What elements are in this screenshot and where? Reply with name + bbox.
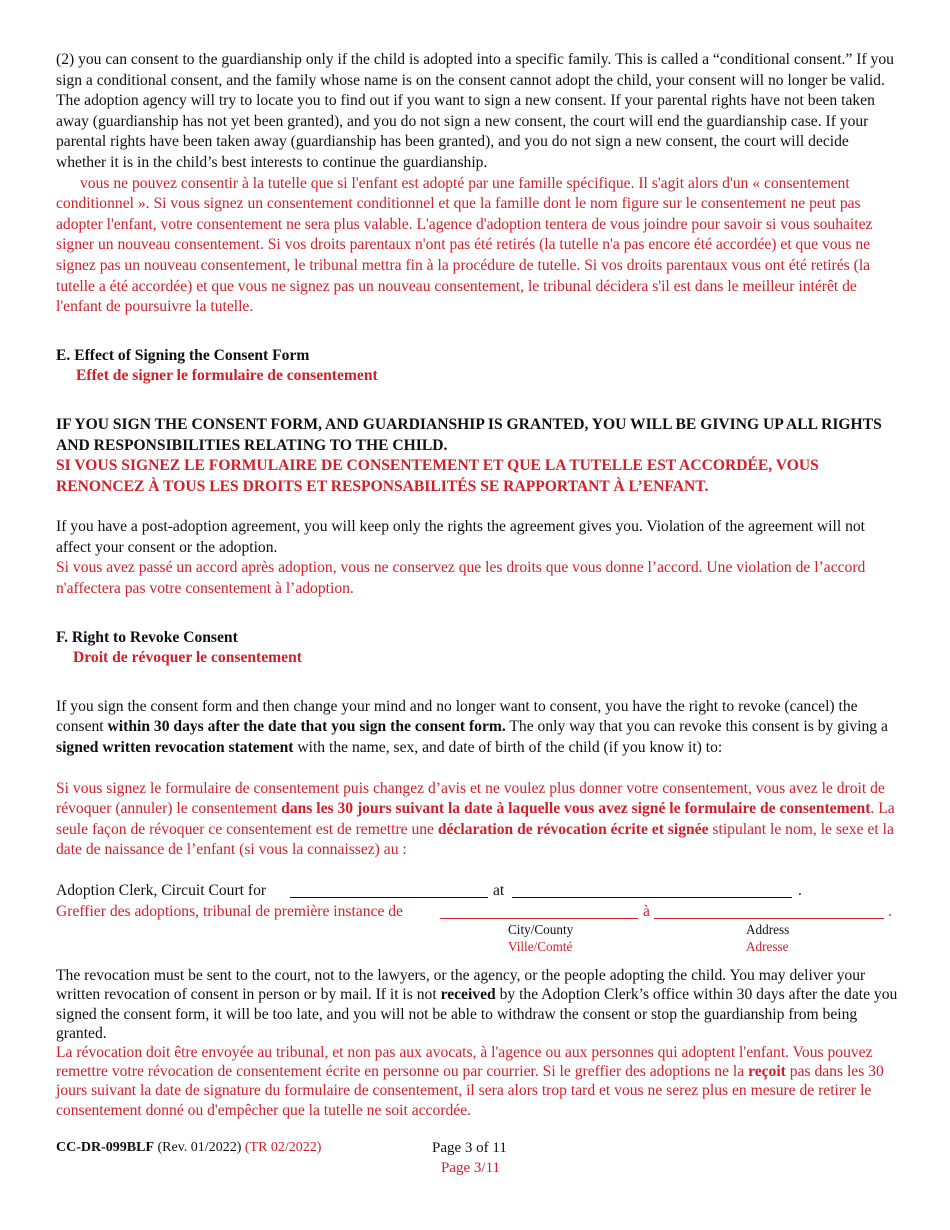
clerk-label-en: Adoption Clerk, Circuit Court for [56, 882, 267, 899]
revocation-delivery-en: The revocation must be sent to the court, not to the lawyers, or the agency, or the people adopting the child. You may deliver your written revocation of consent in person or by mail. If it is not received by the Adoption Clerk’s office within 30 days after the date you signed the consent form, it will be too late, and you will not be able to withdraw the consent or stop the guardianship from being granted. [56, 967, 898, 1042]
clerk-line-fr: Greffier des adoptions, tribunal de première instance de à . [56, 902, 898, 923]
intro-paragraph-fr: vous ne pouvez consentir à la tutelle que si l'enfant est adopté par une famille spécifique. Il s'agit alors d'un « consentement conditionnel ». Si vous signez un consentement conditionnel et que la famille dont le nom figure sur le consentement ne peut pas adopter l'enfant, votre consentement ne sera plus valable. L'agence d'adoption tentera de vous joindre pour savoir si vous souhaitez signer un nouveau consentement. Si vos droits parentaux n'ont pas été retirés (la tutelle n'a pas encore été accordée) et que vous ne signez pas un nouveau consentement, le tribunal mettra fin à la procédure de tutelle. Si vos droits parentaux vous ont été retirés (la tutelle a été accordée) et que vous ne signez pas un nouveau consentement, le tribunal décidera s'il est dans le meilleur intérêt de l'enfant de poursuivre la tutelle. [56, 174, 873, 316]
address-field-fr[interactable] [654, 918, 884, 919]
form-id-line [56, 1138, 321, 1158]
revoke-paragraph-en: If you sign the consent form and then change your mind and no longer want to consent, you have the right to revoke (cancel) the consent within 30 days after the date that you sign the consent form. The only way that you can revoke this consent is by giving a signed written revocation statement with the name, sex, and date of birth of the child (if you know it) to: [56, 697, 888, 757]
city-caption-fr: Ville/Comté [508, 939, 573, 955]
section-f-heading: F. Right to Revoke Consent [56, 628, 238, 646]
address-caption-en: Address [746, 922, 790, 938]
intro-paragraph-en: (2) you can consent to the guardianship only if the child is adopted into a specific family. This is called a “conditional consent.” If you sign a conditional consent, and the family whose name is on the consent cannot adopt the child, your consent will no longer be valid. The adoption agency will try to locate you to find out if you want to sign a new consent. If your parental rights have not been taken away (guardianship has not yet been granted), and you do not sign a new consent, the court will end the guardianship case. If your parental rights have been taken away (guardianship has been granted), and you do not sign a new consent, the court will decide whether it is in the child’s best interests to continue the guardianship. [56, 51, 894, 171]
city-caption-en: City/County [508, 922, 574, 938]
address-caption-fr: Adresse [746, 939, 789, 955]
page-number-en: Page 3 of 11 [432, 1140, 507, 1156]
page-number-fr: Page 3/11 [441, 1160, 501, 1176]
revoke-paragraph-fr: Si vous signez le formulaire de consentement puis changez d’avis et ne voulez plus donner votre consentement, vous avez le droit de révoquer (annuler) le consentement dans les 30 jours suivant la date à laquelle vous avez signé le formulaire de consentement. La seule façon de révoquer ce consentement est de remettre une déclaration de révocation écrite et signée stipulant le nom, le sexe et la date de naissance de l’enfant (si vous la connaissez) au : [56, 779, 895, 859]
clerk-label-fr: Greffier des adoptions, tribunal de première instance de [56, 902, 403, 920]
at-label-en: at [493, 882, 505, 899]
section-e-heading-fr: Effet de signer le formulaire de consentement [76, 367, 378, 385]
city-county-field[interactable] [290, 897, 488, 898]
field-captions [56, 922, 898, 958]
city-county-field-fr[interactable] [440, 918, 638, 919]
warning-en: IF YOU SIGN THE CONSENT FORM, AND GUARDIANSHIP IS GRANTED, YOU WILL BE GIVING UP ALL RIGHTS AND RESPONSIBILITIES RELATING TO THE CHILD. [56, 415, 882, 454]
clerk-line-en: Adoption Clerk, Circuit Court for at . [56, 881, 898, 902]
section-e-heading: E. Effect of Signing the Consent Form [56, 346, 310, 364]
warning-fr: SI VOUS SIGNEZ LE FORMULAIRE DE CONSENTEMENT ET QUE LA TUTELLE EST ACCORDÉE, VOUS RENONCEZ À TOUS LES DROITS ET RESPONSABILITÉS SE RAPPORTANT À L’ENFANT. [56, 457, 819, 495]
form-translation-revision: (TR 02/2022) [244, 1140, 322, 1155]
revocation-delivery-fr: La révocation doit être envoyée au tribunal, et non pas aux avocats, à l'agence ou aux personnes qui adoptent l'enfant. Vous pouvez remettre votre révocation de consentement écrite en personne ou par courrier. Si le greffier des adoptions ne la reçoit pas dans les 30 jours suivant la date de signature du formulaire de consentement, il sera alors trop tard et vous ne serez plus en mesure de retirer le consentement donné ou d'empêcher que la tutelle ne soit accordée. [56, 1044, 884, 1119]
post-adoption-fr: Si vous avez passé un accord après adoption, vous ne conservez que les droits que vous donne l’accord. Une violation de l’accord n'affectera pas votre consentement à l’adoption. [56, 559, 866, 598]
at-label-fr: à [643, 902, 650, 920]
form-id: CC-DR-099BLF [56, 1140, 154, 1155]
document-page [56, 50, 898, 1120]
section-f-heading-fr: Droit de révoquer le consentement [73, 649, 302, 667]
address-field[interactable] [512, 897, 792, 898]
post-adoption-en: If you have a post-adoption agreement, you will keep only the rights the agreement gives you. Violation of the agreement will not affect your consent or the adoption. [56, 518, 866, 556]
form-revision: (Rev. 01/2022) [157, 1140, 242, 1155]
